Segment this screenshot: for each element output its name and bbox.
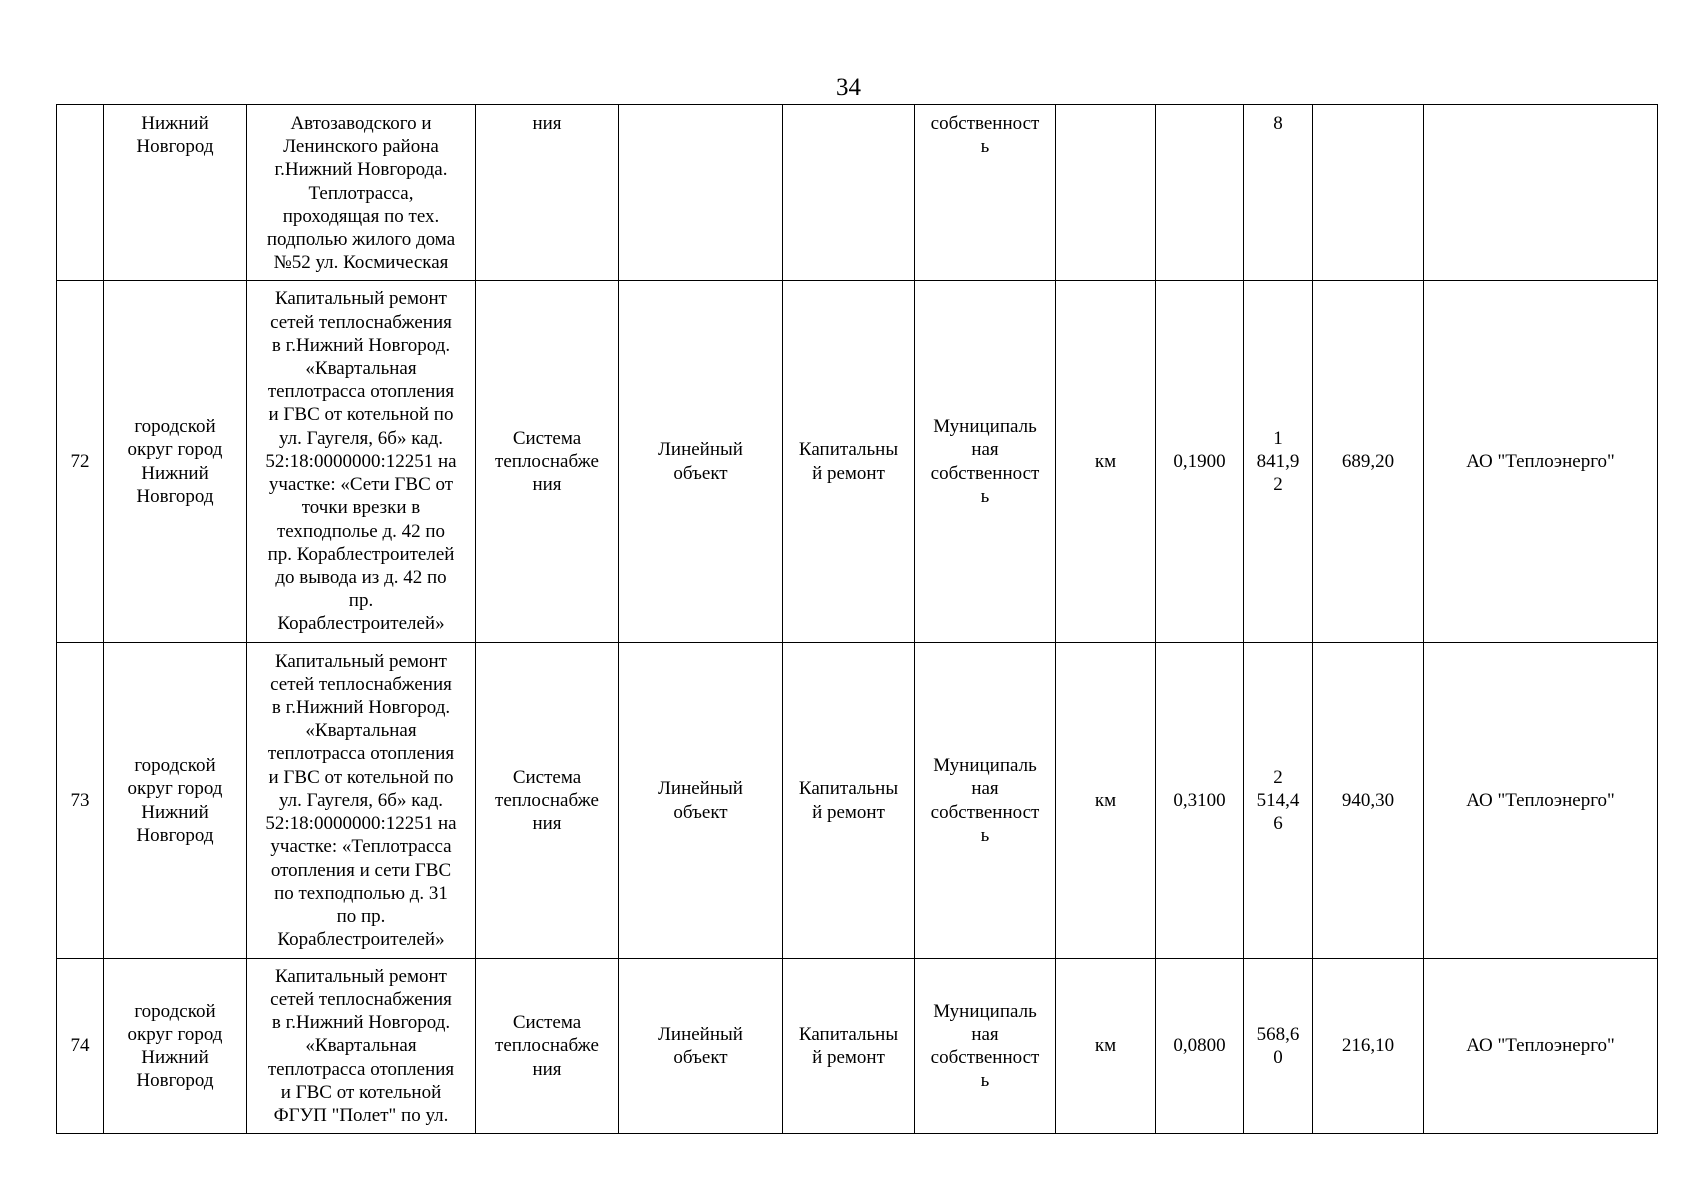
organization-cell: АО "Теплоэнерго" [1424, 959, 1658, 1134]
organization-cell: АО "Теплоэнерго" [1424, 281, 1658, 643]
length-cell: 0,0800 [1156, 959, 1244, 1134]
cost-cell: 1 841,9 2 [1244, 281, 1313, 643]
municipality-cell: городской округ город Нижний Новгород [104, 959, 247, 1134]
work-type-cell: Капитальны й ремонт [783, 643, 915, 959]
table-row [57, 105, 1658, 281]
municipality-cell: городской округ город Нижний Новгород [104, 281, 247, 643]
length-cell: 0,3100 [1156, 643, 1244, 959]
unit-cell: км [1056, 643, 1156, 959]
projects-table [56, 104, 1658, 1134]
page-number: 34 [836, 74, 861, 101]
system-cell: Система теплоснабже ния [476, 643, 619, 959]
cost-cell: 568,6 0 [1244, 959, 1313, 1134]
description-cell: Автозаводского и Ленинского района г.Нижний Новгорода. Теплотрасса, проходящая по тех. подполью жилого дома №52 ул. Космическая [247, 105, 476, 281]
row-number [57, 105, 104, 281]
cost2-cell: 216,10 [1313, 959, 1424, 1134]
row-number: 74 [57, 959, 104, 1134]
organization-cell: АО "Теплоэнерго" [1424, 643, 1658, 959]
work-type-cell: Капитальны й ремонт [783, 281, 915, 643]
ownership-cell: Муниципаль ная собственност ь [915, 281, 1056, 643]
object-type-cell [619, 105, 783, 281]
row-number: 72 [57, 281, 104, 643]
row-number: 73 [57, 643, 104, 959]
ownership-cell: Муниципаль ная собственност ь [915, 959, 1056, 1134]
table-row [57, 959, 1658, 1134]
description-cell: Капитальный ремонт сетей теплоснабжения в г.Нижний Новгород. «Квартальная теплотрасса отопления и ГВС от котельной по ул. Гаугеля, 6б» кад. 52:18:0000000:12251 на участке: «Теплотрасса отопления и сети ГВС по техподполью д. 31 по пр. Кораблестроителей» [247, 643, 476, 959]
object-type-cell: Линейный объект [619, 643, 783, 959]
system-cell: ния [476, 105, 619, 281]
cost-cell: 2 514,4 6 [1244, 643, 1313, 959]
unit-cell: км [1056, 281, 1156, 643]
municipality-cell: городской округ город Нижний Новгород [104, 643, 247, 959]
system-cell: Система теплоснабже ния [476, 281, 619, 643]
work-type-cell: Капитальны й ремонт [783, 959, 915, 1134]
unit-cell [1056, 105, 1156, 281]
organization-cell [1424, 105, 1658, 281]
table-row [57, 643, 1658, 959]
table-row [57, 281, 1658, 643]
cost2-cell: 689,20 [1313, 281, 1424, 643]
ownership-cell: собственност ь [915, 105, 1056, 281]
work-type-cell [783, 105, 915, 281]
length-cell [1156, 105, 1244, 281]
description-cell: Капитальный ремонт сетей теплоснабжения в г.Нижний Новгород. «Квартальная теплотрасса отопления и ГВС от котельной ФГУП "Полет" по ул. [247, 959, 476, 1134]
system-cell: Система теплоснабже ния [476, 959, 619, 1134]
length-cell: 0,1900 [1156, 281, 1244, 643]
object-type-cell: Линейный объект [619, 281, 783, 643]
ownership-cell: Муниципаль ная собственност ь [915, 643, 1056, 959]
unit-cell: км [1056, 959, 1156, 1134]
description-cell: Капитальный ремонт сетей теплоснабжения в г.Нижний Новгород. «Квартальная теплотрасса отопления и ГВС от котельной по ул. Гаугеля, 6б» кад. 52:18:0000000:12251 на участке: «Сети ГВС от точки врезки в техподполье д. 42 по пр. Кораблестроителей до вывода из д. 42 по пр. Кораблестроителей» [247, 281, 476, 643]
object-type-cell: Линейный объект [619, 959, 783, 1134]
cost2-cell [1313, 105, 1424, 281]
municipality-cell: Нижний Новгород [104, 105, 247, 281]
cost-cell: 8 [1244, 105, 1313, 281]
cost2-cell: 940,30 [1313, 643, 1424, 959]
